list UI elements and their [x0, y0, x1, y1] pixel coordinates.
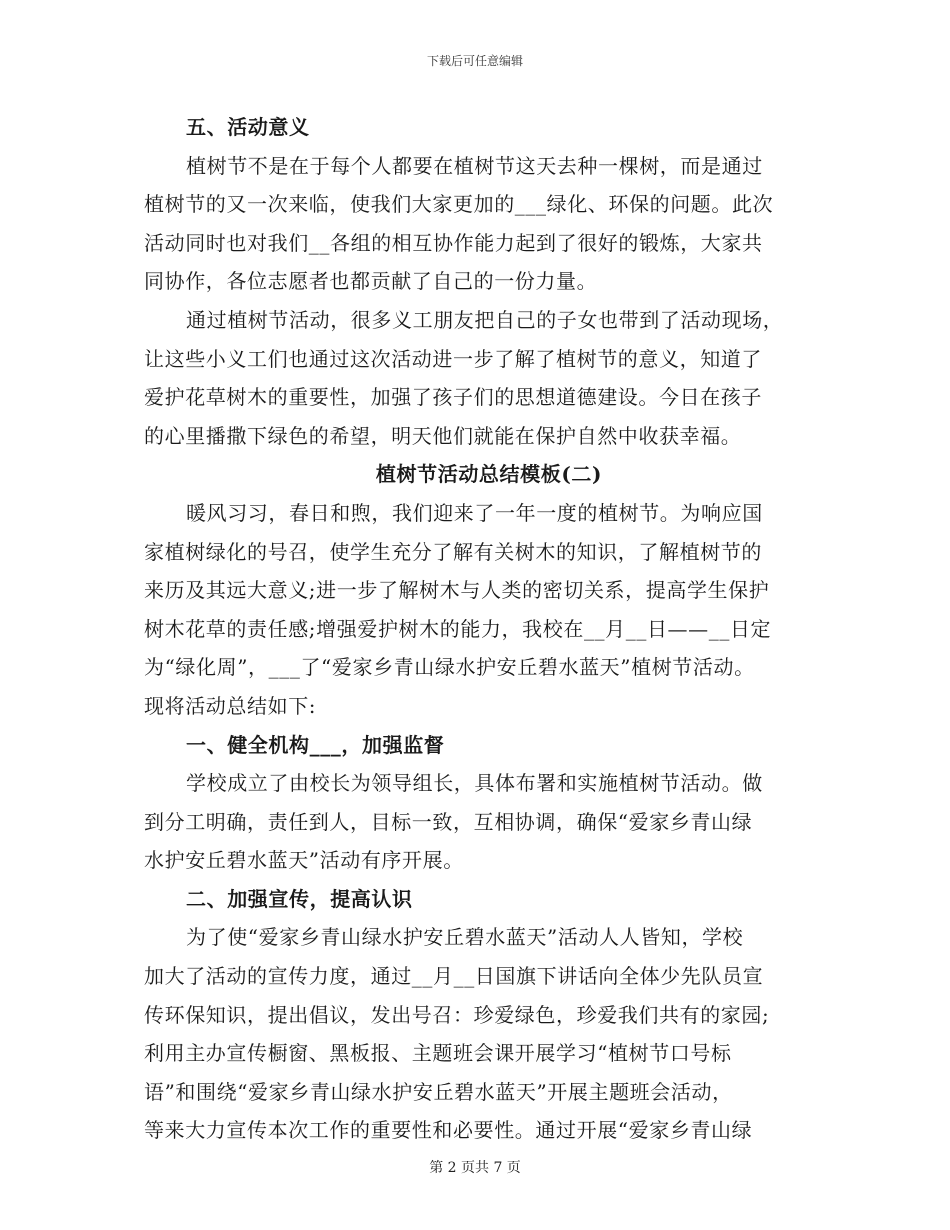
- paragraph-line: 植树节不是在于每个人都要在植树节这天去种一棵树，而是通过: [186, 153, 763, 178]
- section-heading: 五、活动意义: [186, 115, 310, 139]
- paragraph-line: 语”和围绕“爱家乡青山绿水护安丘碧水蓝天”开展主题班会活动，: [144, 1079, 733, 1104]
- paragraph-line: 暖风习习，春日和煦，我们迎来了一年一度的植树节。为响应国: [186, 500, 763, 525]
- paragraph-line: 通过植树节活动，很多义工朋友把自己的子女也带到了活动现场，: [186, 307, 784, 332]
- paragraph-line: 树木花草的责任感;增强爱护树木的能力，我校在__月__日——__日定: [144, 616, 772, 641]
- paragraph-line: 现将活动总结如下:: [144, 693, 317, 718]
- page-header: 下载后可任意编辑: [426, 54, 523, 68]
- paragraph-line: 加大了活动的宣传力度，通过__月__日国旗下讲话向全体少先队员宣: [144, 964, 764, 989]
- paragraph-line: 到分工明确，责任到人，目标一致，互相协调，确保“爱家乡青山绿: [144, 809, 753, 834]
- paragraph-line: 活动同时也对我们__各组的相互协作能力起到了很好的锻炼，大家共: [144, 230, 763, 255]
- document-body: [144, 108, 834, 1150]
- section-heading: 一、健全机构___，加强监督: [186, 732, 445, 757]
- paragraph-line: 等来大力宣传本次工作的重要性和必要性。通过开展“爱家乡青山绿: [144, 1118, 753, 1143]
- paragraph-line: 传环保知识，提出倡议，发出号召：珍爱绿色，珍爱我们共有的家园;: [144, 1002, 770, 1027]
- paragraph-line: 爱护花草树木的重要性，加强了孩子们的思想道德建设。今日在孩子: [144, 385, 762, 410]
- paragraph-line: 家植树绿化的号召，使学生充分了解有关树木的知识，了解植树节的: [144, 539, 762, 564]
- paragraph-line: 同协作，各位志愿者也都贡献了自己的一份力量。: [144, 269, 598, 294]
- paragraph-line: 来历及其远大意义;进一步了解树木与人类的密切关系，提高学生保护: [144, 578, 770, 603]
- document-title: 植树节活动总结模板(二): [375, 462, 603, 487]
- paragraph-line: 为了使“爱家乡青山绿水护安丘碧水蓝天”活动人人皆知，学校: [186, 925, 744, 950]
- paragraph-line: 的心里播撒下绿色的希望，明天他们就能在保护自然中收获幸福。: [144, 423, 742, 448]
- paragraph-line: 水护安丘碧水蓝天”活动有序开展。: [144, 848, 464, 873]
- paragraph-line: 为“绿化周”，___了“爱家乡青山绿水护安丘碧水蓝天”植树节活动。: [144, 655, 755, 680]
- paragraph-line: 利用主办宣传橱窗、黑板报、主题班会课开展学习“植树节口号标: [144, 1041, 732, 1066]
- page-footer: 第 2 页共 7 页: [429, 1160, 521, 1176]
- paragraph-line: 植树节的又一次来临，使我们大家更加的___绿化、环保的问题。此次: [144, 192, 774, 217]
- paragraph-line: 学校成立了由校长为领导组长，具体布署和实施植树节活动。做: [186, 771, 763, 796]
- paragraph-line: 让这些小义工们也通过这次活动进一步了解了植树节的意义，知道了: [144, 346, 762, 371]
- section-heading: 二、加强宣传，提高认识: [186, 886, 413, 911]
